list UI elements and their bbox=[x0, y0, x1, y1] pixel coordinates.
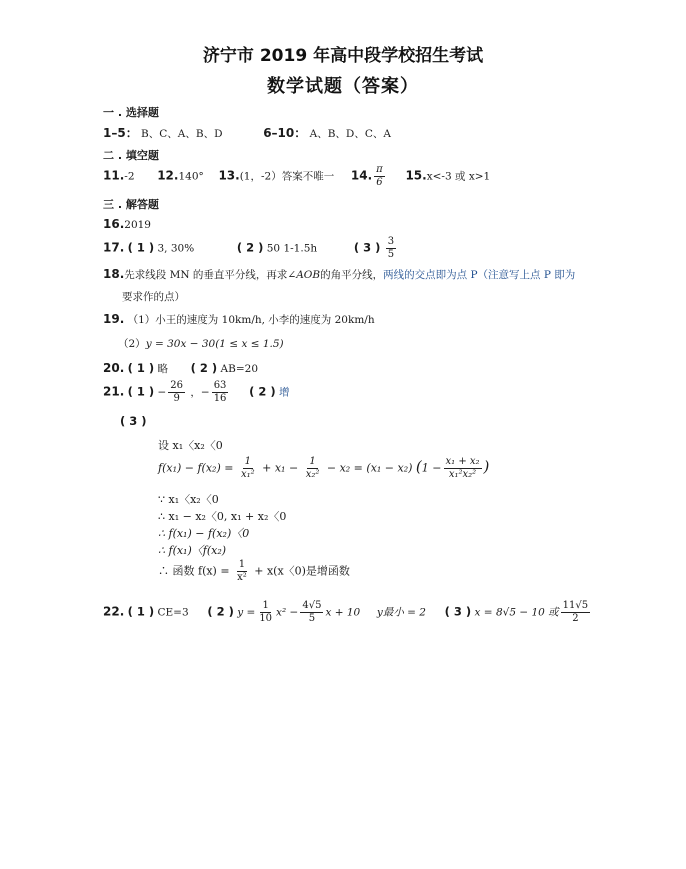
q16-answer: 2019 bbox=[124, 219, 151, 231]
q18-text-line2: 要求作的点） bbox=[122, 291, 185, 303]
q18-text-part3: 两线的交点即为点 P（注意写上点 P 即为 bbox=[383, 269, 576, 281]
q12-number: 12. bbox=[157, 168, 179, 183]
q20-part2-label: ( 2 ) bbox=[190, 361, 218, 375]
q17-number: 17. bbox=[103, 240, 125, 255]
choice-answers-row bbox=[103, 124, 391, 141]
proof-line-2-fraction-1 bbox=[239, 456, 257, 481]
q22-part2-y: y = bbox=[237, 606, 256, 619]
q19-row bbox=[103, 312, 375, 327]
proof-line-4: ∴ x₁ − x₂〈0, x₁ + x₂〈0 bbox=[158, 510, 287, 523]
fill-answers-row bbox=[103, 164, 490, 189]
q11-answer: -2 bbox=[124, 170, 135, 183]
q6-10-number: 6–10： bbox=[263, 126, 307, 140]
proof-line-2-left: f(x₁) − f(x₂) = bbox=[158, 461, 234, 475]
q14-fraction bbox=[374, 164, 385, 189]
q22-part2-label: ( 2 ) bbox=[207, 604, 234, 619]
q20-part1-answer: 略 bbox=[157, 363, 168, 375]
section-solve-heading: 三 . 解答题 bbox=[103, 198, 159, 211]
q1-5-answer: B、C、A、B、D bbox=[141, 128, 223, 140]
q16-number: 16. bbox=[103, 217, 125, 231]
q21-fraction-1-denominator: 9 bbox=[173, 393, 180, 404]
document-title: 济宁市 2019 年高中段学校招生考试 bbox=[202, 46, 484, 66]
q22-part3-label: ( 3 ) bbox=[444, 604, 472, 619]
q17-part3-label: ( 3 ) bbox=[353, 240, 381, 255]
q18-row bbox=[103, 267, 575, 282]
proof-line-7-fraction bbox=[235, 559, 249, 584]
q13-number: 13. bbox=[218, 168, 240, 183]
q20-number: 20. bbox=[103, 361, 125, 375]
q22-fraction-1-numerator: 1 bbox=[262, 600, 269, 611]
q21-fraction-2-denominator: 16 bbox=[213, 393, 227, 404]
q22-fraction-1-denominator: 10 bbox=[259, 613, 273, 624]
proof-line-7 bbox=[158, 559, 350, 584]
q17-part1-label: ( 1 ) bbox=[127, 240, 155, 255]
q17-part2-answer: 50 1-1.5h bbox=[266, 242, 318, 255]
proof-fraction-1-denominator: x₁² bbox=[240, 469, 255, 480]
q20-part1-label: ( 1 ) bbox=[127, 361, 155, 375]
q17-part1-answer: 3, 30% bbox=[157, 242, 195, 255]
q22-part2-min: y最小 = 2 bbox=[376, 606, 426, 619]
q22-fraction-3-denominator: 2 bbox=[572, 613, 579, 624]
q17-row bbox=[103, 236, 398, 261]
proof-fraction-3-denominator: x₁²x₂² bbox=[448, 469, 477, 480]
proof-fraction-2-numerator: 1 bbox=[309, 456, 316, 467]
comma-separator: ，− bbox=[190, 386, 210, 399]
proof-fraction-2-denominator: x₂² bbox=[305, 469, 320, 480]
q1-5-number: 1–5： bbox=[103, 126, 138, 140]
q17-part3-numerator: 3 bbox=[387, 236, 395, 247]
q20-row bbox=[103, 361, 258, 376]
q15-number: 15. bbox=[405, 168, 427, 183]
q17-part2-label: ( 2 ) bbox=[236, 240, 264, 255]
q22-part2-mid: x² − bbox=[276, 606, 299, 619]
q19-part1-label: （1） bbox=[127, 314, 156, 326]
section-choice-heading: 一 . 选择题 bbox=[103, 106, 159, 119]
proof-line-1: 设 x₁〈x₂〈0 bbox=[158, 439, 223, 452]
q19-number: 19. bbox=[103, 312, 125, 326]
q19-part2-label: （2） bbox=[118, 338, 146, 350]
proof-line-2-fraction-3 bbox=[444, 456, 482, 481]
q20-part2-answer: AB=20 bbox=[220, 363, 259, 375]
q12-answer: 140° bbox=[178, 170, 204, 183]
q21-fraction-2 bbox=[212, 380, 229, 405]
section-fill-heading: 二 . 填空题 bbox=[103, 149, 159, 162]
q22-fraction-2 bbox=[300, 600, 323, 625]
q22-fraction-3-numerator: 11√5 bbox=[562, 600, 589, 611]
q13-answer: (1，-2）答案不唯一 bbox=[239, 170, 335, 183]
q18-text-part2: 的角平分线， bbox=[320, 269, 384, 281]
q21-fraction-2-numerator: 63 bbox=[213, 380, 227, 391]
q21-part3-label: ( 3 ) bbox=[120, 414, 147, 428]
proof-line-2-fraction-2 bbox=[304, 456, 322, 481]
q14-denominator: 6 bbox=[376, 177, 383, 188]
proof-line-2-one: 1 − bbox=[421, 461, 442, 475]
q22-part1-label: ( 1 ) bbox=[127, 604, 155, 619]
proof-line-2 bbox=[158, 456, 489, 481]
q21-fraction-1 bbox=[168, 380, 185, 405]
q21-fraction-1-numerator: 26 bbox=[170, 380, 184, 391]
q17-part3-fraction bbox=[386, 236, 396, 261]
q22-fraction-2-numerator: 4√5 bbox=[302, 600, 322, 611]
q22-fraction-3 bbox=[561, 600, 590, 625]
q19-part2-answer: y = 30x − 30(1 ≤ x ≤ 1.5) bbox=[145, 338, 284, 350]
q6-10-answer: A、B、D、C、A bbox=[309, 128, 391, 140]
q18-angle: ∠AOB bbox=[287, 269, 321, 281]
q19-part1-answer: 小王的速度为 10km/h, 小李的速度为 20km/h bbox=[155, 314, 375, 326]
q16-row bbox=[103, 217, 151, 231]
proof-line-7-numerator: 1 bbox=[238, 559, 246, 570]
q21-number: 21. bbox=[103, 384, 125, 399]
right-paren: ) bbox=[483, 457, 490, 476]
q22-part1-answer: CE=3 bbox=[157, 606, 189, 619]
proof-line-7-left: ∴ 函数 f(x) = bbox=[158, 564, 230, 578]
q18-number: 18. bbox=[103, 267, 125, 281]
q22-fraction-1 bbox=[257, 600, 274, 625]
q14-number: 14. bbox=[350, 168, 373, 183]
q18-text-part1: 先求线段 MN 的垂直平分线，再求 bbox=[124, 269, 288, 281]
q22-number: 22. bbox=[103, 604, 125, 619]
q15-answer: x<-3 或 x>1 bbox=[426, 170, 491, 183]
document-subtitle: 数学试题（答案） bbox=[267, 76, 419, 97]
q21-part2-label: ( 2 ) bbox=[249, 384, 276, 399]
proof-line-2-mid: + x₁ − bbox=[262, 461, 299, 475]
q21-part2-answer: 增 bbox=[278, 386, 290, 399]
q21-part1-label: ( 1 ) bbox=[127, 384, 155, 399]
q21-row bbox=[103, 380, 289, 405]
q22-part2-end: x + 10 bbox=[325, 606, 361, 619]
proof-line-6: ∴ f(x₁)〈f(x₂) bbox=[158, 544, 227, 557]
q22-part3-answer: x = 8√5 − 10 或 bbox=[474, 606, 559, 619]
q22-row bbox=[103, 600, 592, 625]
proof-line-5: ∴ f(x₁) − f(x₂)〈0 bbox=[158, 527, 250, 540]
q14-numerator: π bbox=[376, 164, 383, 175]
minus-sign: − bbox=[157, 386, 167, 399]
q19-part2-row bbox=[118, 336, 284, 351]
proof-line-3: ∵ x₁〈x₂〈0 bbox=[158, 493, 219, 506]
proof-fraction-1-numerator: 1 bbox=[244, 456, 251, 467]
left-paren: ( bbox=[415, 457, 422, 476]
proof-line-7-denominator: x² bbox=[237, 572, 247, 583]
q22-fraction-2-denominator: 5 bbox=[308, 613, 316, 624]
q11-number: 11. bbox=[103, 168, 125, 183]
proof-fraction-3-numerator: x₁ + x₂ bbox=[445, 456, 480, 467]
proof-line-7-right: + x(x〈0)是增函数 bbox=[254, 564, 350, 578]
proof-line-2-mid2: − x₂ = (x₁ − x₂) bbox=[326, 461, 413, 475]
q17-part3-denominator: 5 bbox=[387, 249, 395, 260]
